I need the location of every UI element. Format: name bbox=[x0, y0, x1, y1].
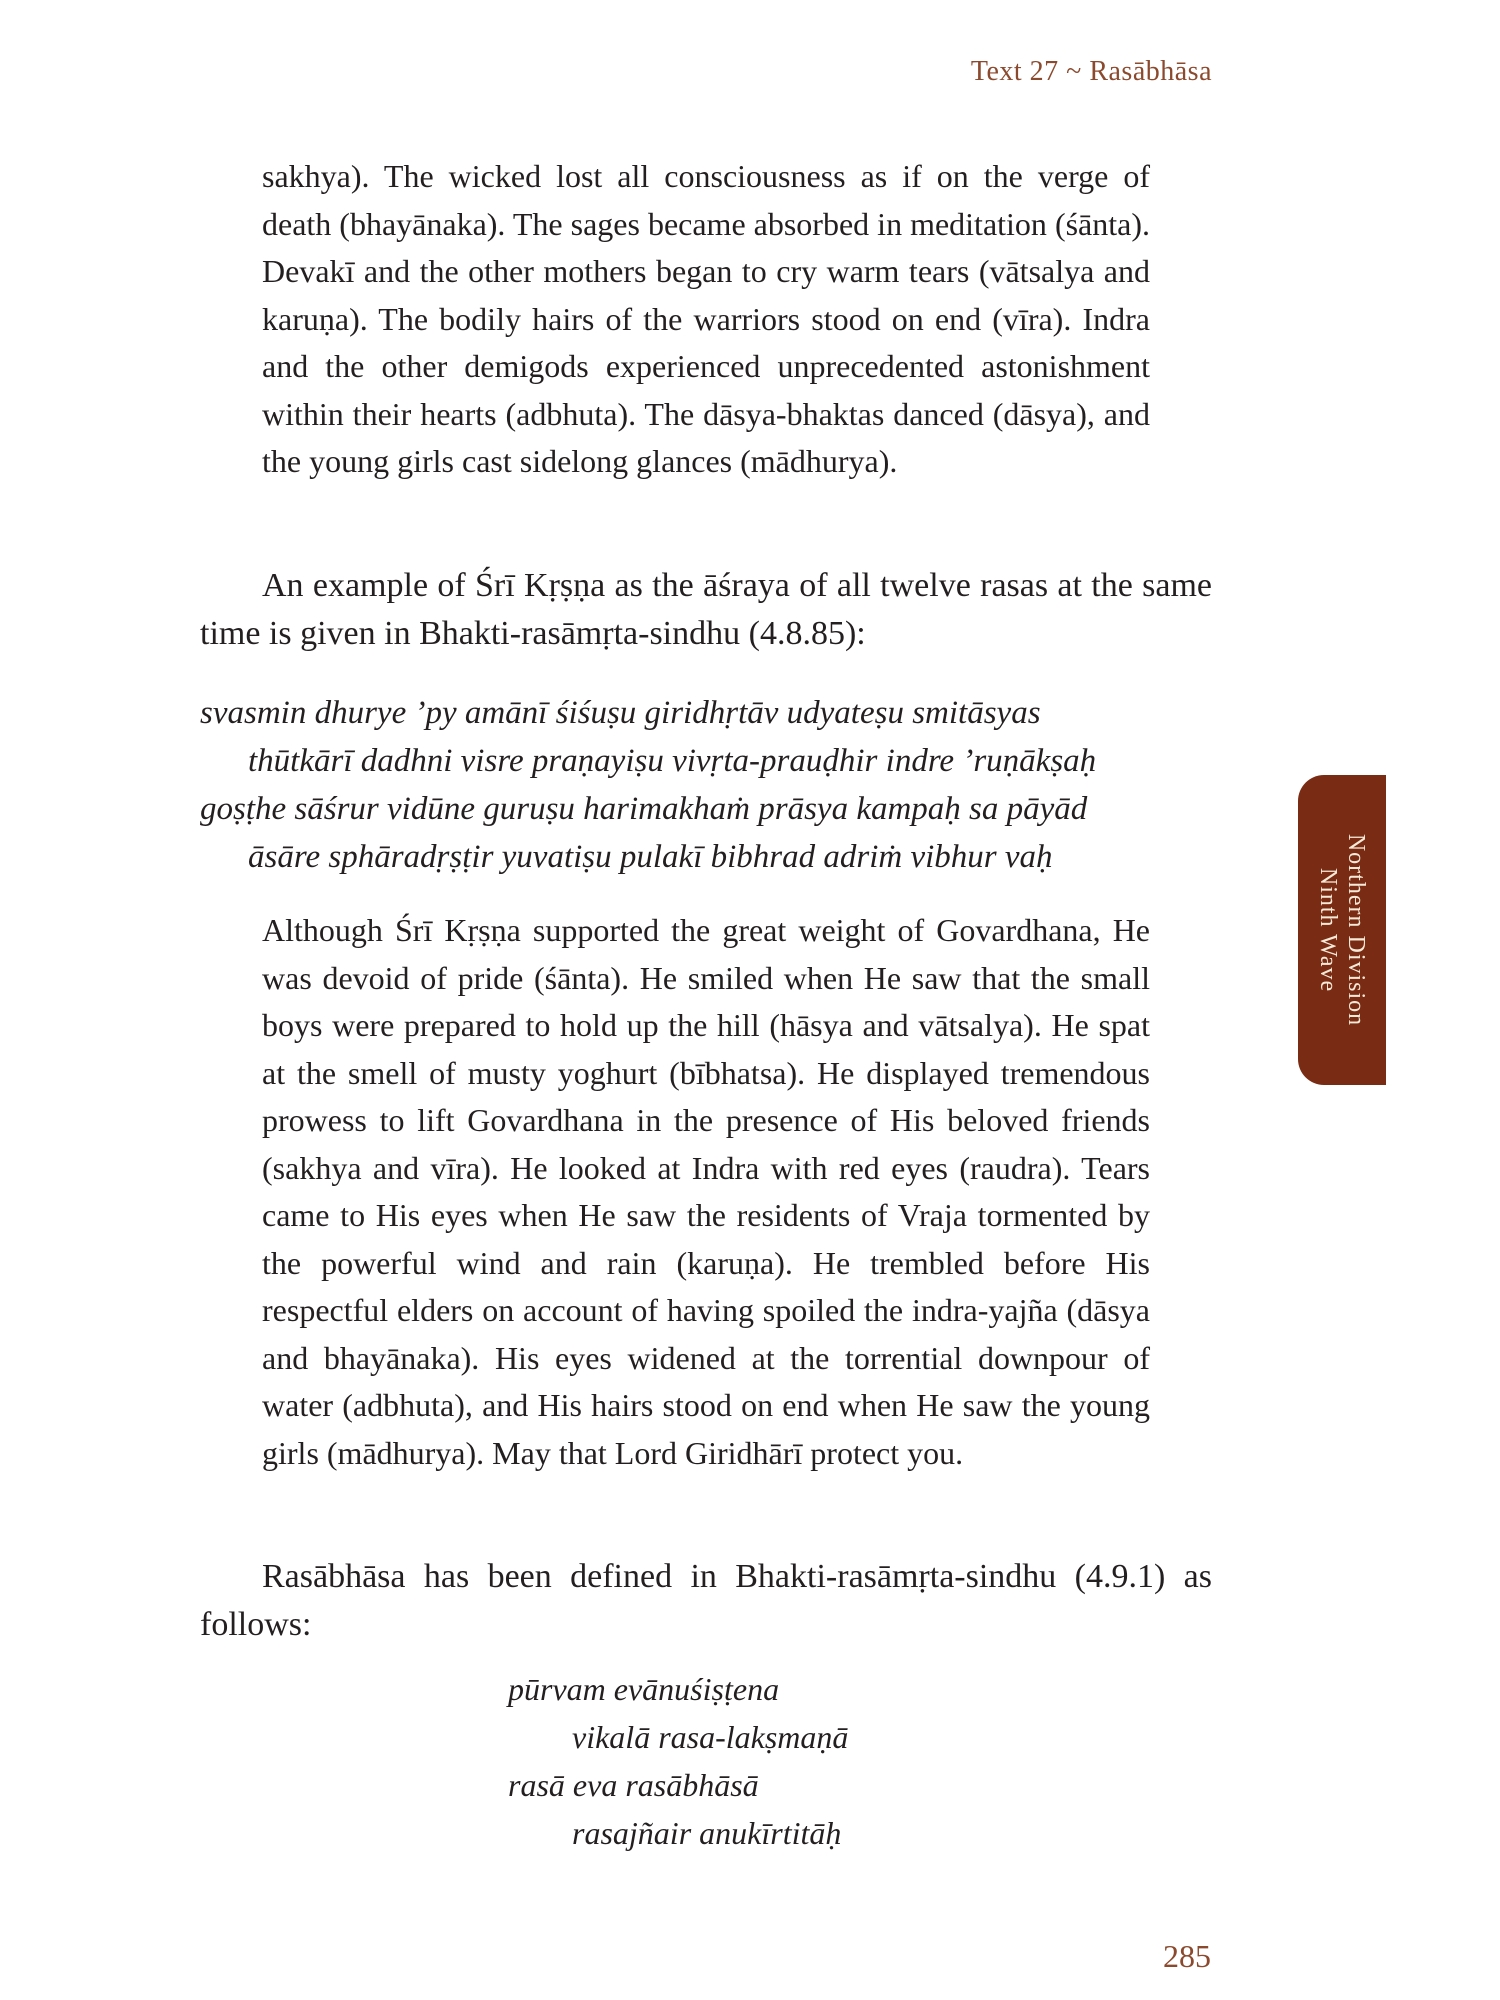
running-header: Text 27 ~ Rasābhāsa bbox=[970, 56, 1212, 87]
definition-text: Rasābhāsa has been defined in Bhakti-rasāmṛta-sindhu (4.9.1) as follows: bbox=[200, 1558, 1212, 1643]
translation-text: Although Śrī Kṛṣṇa supported the great weight of Govardhana, He was devoid of pride (śānta). He smiled when He saw that the small boys were prepared to hold up the hill (hāsya and vātsalya). He spat at the smell of musty yoghurt (bībhatsa). He displayed tremendous prowess to lift Govardhana in the presence of His beloved friends (sakhya and vīra). He looked at Indra with red eyes (raudra). Tears came to His eyes when He saw the residents of Vraja tormented by the powerful wind and rain (karuṇa). He trembled before His respectful elders on account of having spoiled the indra-yajña (dāsya and bhayānaka). His eyes widened at the torrential downpour of water (adbhuta), and His hairs stood on end when He saw the young girls (mādhurya). May that Lord Giridhārī protect you. bbox=[262, 912, 1150, 1471]
verse2-line: vikalā rasa-lakṣmaṇā bbox=[572, 1719, 849, 1755]
verse-line: thūtkārī dadhni visre praṇayiṣu vivṛta-prauḍhir indre ’ruṇākṣaḥ bbox=[248, 743, 1097, 779]
verse2-line: pūrvam evānuśiṣṭena bbox=[508, 1671, 780, 1707]
verse-line: āsāre sphāradṛṣṭir yuvatiṣu pulakī bibhrad adriṁ vibhur vaḥ bbox=[248, 839, 1053, 875]
section-tab bbox=[1298, 775, 1386, 1085]
section-tab-label bbox=[1314, 834, 1370, 1026]
definition-verse bbox=[508, 1665, 848, 1857]
intro-paragraph bbox=[200, 562, 1212, 658]
definition-paragraph bbox=[200, 1553, 1212, 1649]
continuation-paragraph bbox=[262, 153, 1150, 486]
verse-line: svasmin dhurye ’py amānī śiśuṣu giridhṛtāv udyateṣu smitāsyas bbox=[200, 695, 1041, 731]
verse-line: goṣṭhe sāśrur vidūne guruṣu harimakhaṁ prāsya kampaḥ sa pāyād bbox=[200, 791, 1088, 827]
intro-text: An example of Śrī Kṛṣṇa as the āśraya of all twelve rasas at the same time is given in Bhakti-rasāmṛta-sindhu (4.8.85): bbox=[200, 567, 1212, 652]
section-tab-division: Northern Division bbox=[1343, 833, 1369, 1027]
sanskrit-verse bbox=[200, 689, 1096, 881]
continuation-text: sakhya). The wicked lost all consciousness as if on the verge of death (bhayānaka). The sages became absorbed in meditation (śānta). Devakī and the other mothers began to cry warm tears (vātsalya and karuṇa). The bodily hairs of the warriors stood on end (vīra). Indra and the other demigods experienced unprecedented astonishment within their hearts (adbhuta). The dāsya-bhaktas danced (dāsya), and the young girls cast sidelong glances (mādhurya). bbox=[262, 158, 1150, 479]
verse2-line: rasajñair anukīrtitāḥ bbox=[572, 1815, 842, 1851]
section-tab-wave: Ninth Wave bbox=[1315, 867, 1341, 993]
translation-paragraph bbox=[262, 907, 1150, 1477]
verse2-line: rasā eva rasābhāsā bbox=[508, 1767, 759, 1803]
page-number: 285 bbox=[1163, 1938, 1211, 1974]
